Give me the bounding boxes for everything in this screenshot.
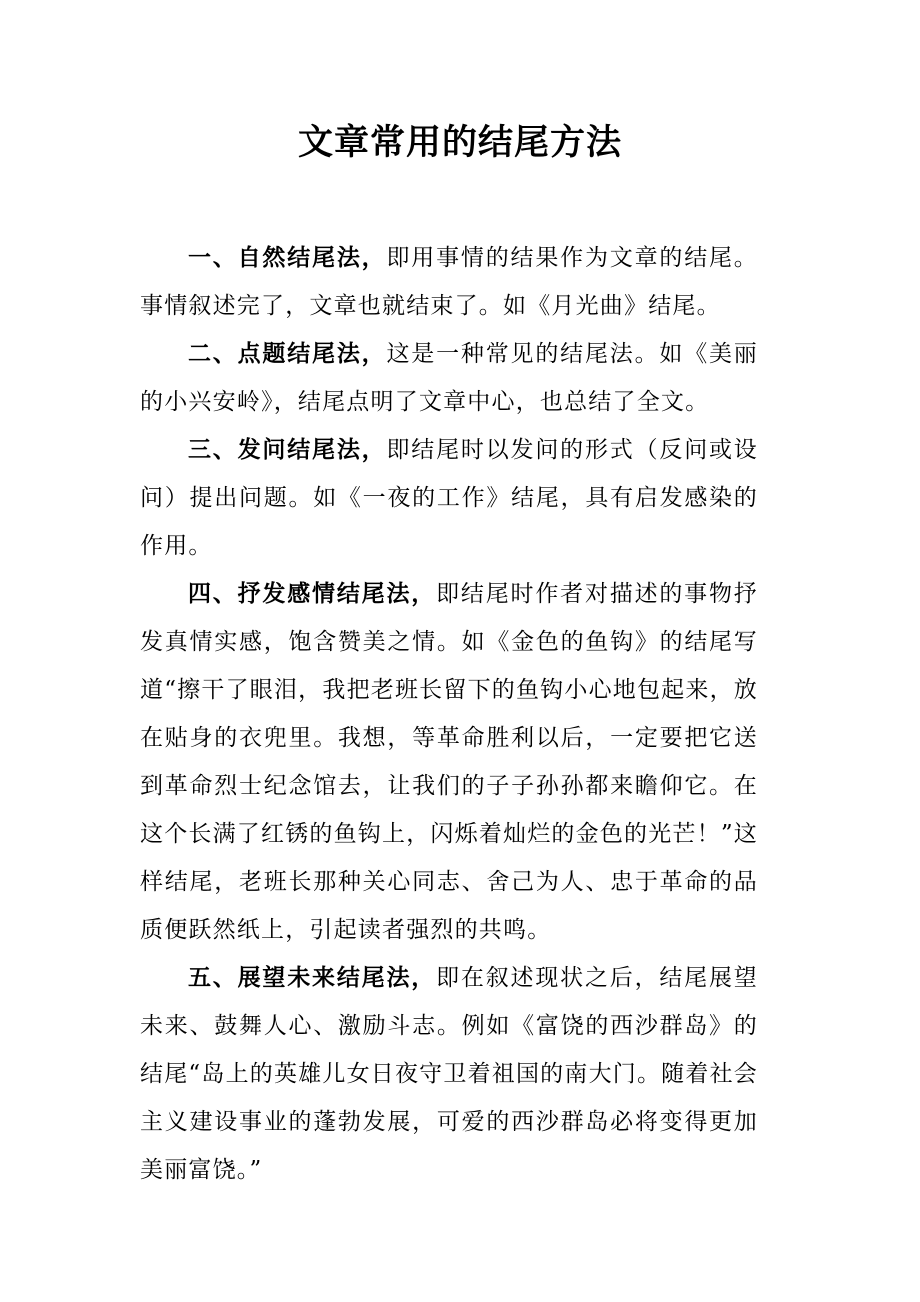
section-text: 即在叙述现状之后，结尾展望未来、鼓舞人心、激励斗志。例如《富饶的西沙群岛》的结尾“岛上的英雄儿女日夜守卫着祖国的南大门。随着社会主义建设事业的蓬勃发展，可爱的西沙群岛必将变得更加美丽富饶。”	[140, 965, 758, 1183]
section-heading: 四、抒发感情结尾法，	[188, 581, 437, 607]
section-heading: 一、自然结尾法，	[188, 245, 387, 271]
section-future-ending	[140, 954, 758, 1194]
section-natural-ending	[140, 234, 758, 330]
section-heading: 五、展望未来结尾法，	[188, 965, 437, 991]
section-text: 这是一种常见的结尾法。如《美丽的小兴安岭》，结尾点明了文章中心，也总结了全文。	[140, 341, 759, 415]
section-topic-ending	[140, 330, 758, 426]
section-text: 即结尾时以发问的形式（反问或设问）提出问题。如《一夜的工作》结尾，具有启发感染的作用。	[140, 437, 759, 559]
section-heading: 三、发问结尾法，	[188, 437, 387, 463]
section-emotion-ending	[140, 570, 758, 954]
section-heading: 二、点题结尾法，	[188, 341, 387, 367]
section-text: 即用事情的结果作为文章的结尾。事情叙述完了，文章也就结束了。如《月光曲》结尾。	[140, 245, 759, 319]
document-body	[140, 234, 758, 1194]
section-question-ending	[140, 426, 758, 570]
section-text: 即结尾时作者对描述的事物抒发真情实感，饱含赞美之情。如《金色的鱼钩》的结尾写道“擦干了眼泪，我把老班长留下的鱼钩小心地包起来，放在贴身的衣兜里。我想，等革命胜利以后，一定要把它送到革命烈士纪念馆去，让我们的子子孙孙都来瞻仰它。在这个长满了红锈的鱼钩上，闪烁着灿烂的金色的光芒！”这样结尾，老班长那种关心同志、舍己为人、忠于革命的品质便跃然纸上，引起读者强烈的共鸣。	[140, 581, 758, 943]
page-title: 文章常用的结尾方法	[297, 123, 622, 163]
